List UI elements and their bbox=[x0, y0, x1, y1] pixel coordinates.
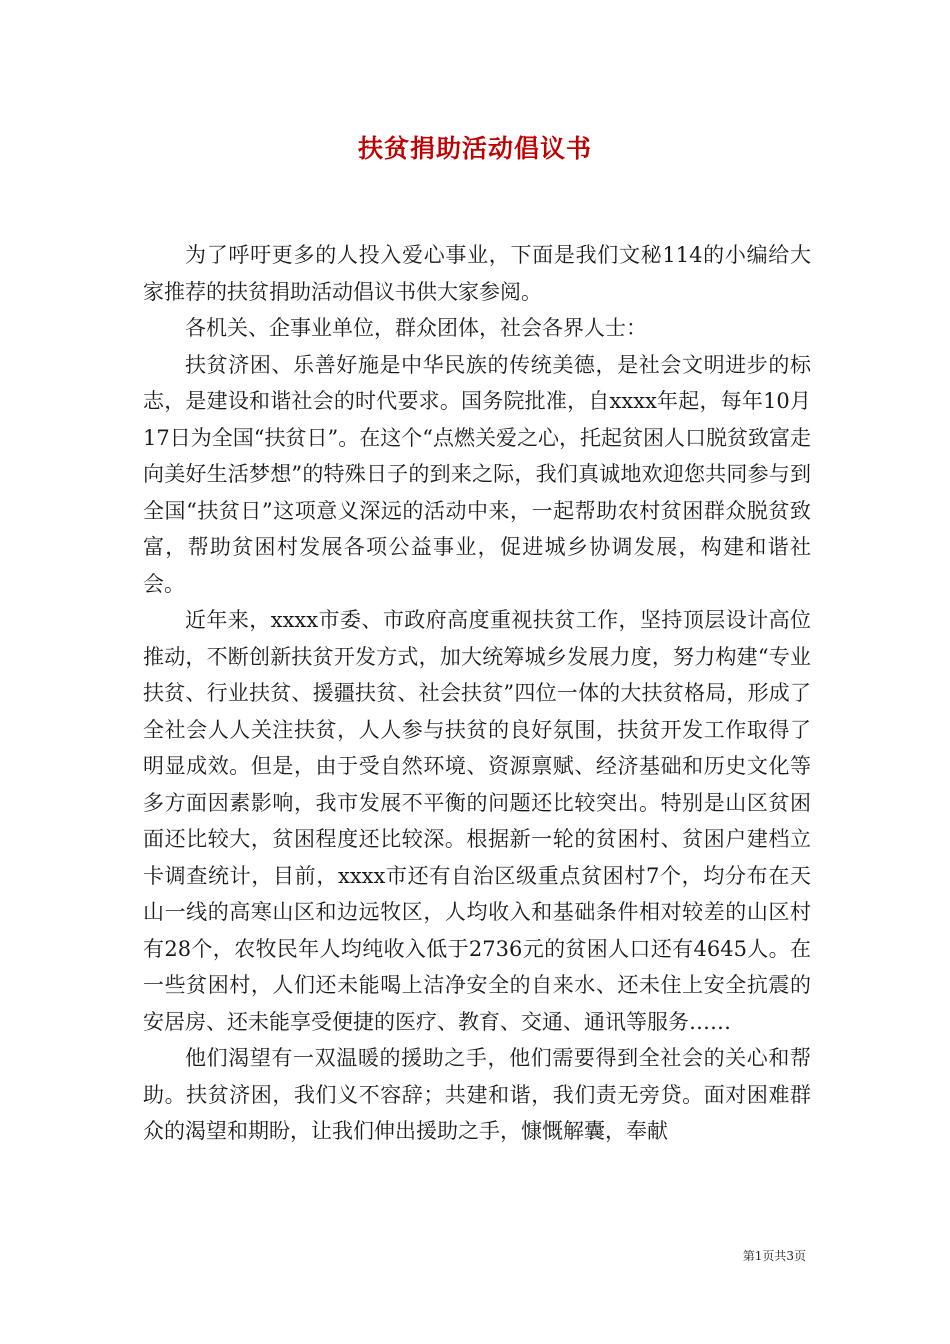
page-number-footer: 第1页共3页 bbox=[742, 1249, 806, 1263]
body-paragraph-3: 他们渴望有一双温暖的援助之手，他们需要得到全社会的关心和帮助。扶贫济困，我们义不容辞；共建和谐，我们责无旁贷。面对困难群众的渴望和期盼，让我们伸出援助之手，慷慨解囊，奉献 bbox=[143, 1046, 811, 1143]
body-paragraph-2: 近年来，xxxx市委、市政府高度重视扶贫工作，坚持顶层设计高位推动，不断创新扶贫开发方式，加大统筹城乡发展力度，努力构建“专业扶贫、行业扶贫、援疆扶贫、社会扶贫”四位一体的大扶贫格局，形成了全社会人人关注扶贫，人人参与扶贫的良好氛围，扶贫开发工作取得了明显成效。但是，由于受自然环境、资源禀赋、经济基础和历史文化等多方面因素影响，我市发展不平衡的问题还比较突出。特别是山区贫困面还比较大，贫困程度还比较深。根据新一轮的贫困村、贫困户建档立卡调查统计，目前，xxxx市还有自治区级重点贫困村7个，均分布在天山一线的高寒山区和边远牧区，人均收入和基础条件相对较差的山区村有28个，农牧民年人均纯收入低于2736元的贫困人口还有4645人。在一些贫困村，人们还未能喝上洁净安全的自来水、还未住上安全抗震的安居房、还未能享受便捷的医疗、教育、交通、通讯等服务…… bbox=[143, 608, 811, 1034]
document-body bbox=[143, 237, 811, 1150]
intro-paragraph: 为了呼吁更多的人投入爱心事业，下面是我们文秘114的小编给大家推荐的扶贫捐助活动倡议书供大家参阅。 bbox=[143, 243, 811, 304]
salutation-paragraph: 各机关、企事业单位，群众团体，社会各界人士： bbox=[185, 316, 647, 340]
document-title: 扶贫捐助活动倡议书 bbox=[357, 134, 592, 163]
body-paragraph-1: 扶贫济困、乐善好施是中华民族的传统美德，是社会文明进步的标志，是建设和谐社会的时代要求。国务院批准，自xxxx年起，每年10月17日为全国“扶贫日”。在这个“点燃关爱之心，托起贫困人口脱贫致富走向美好生活梦想”的特殊日子的到来之际，我们真诚地欢迎您共同参与到全国“扶贫日”这项意义深远的活动中来，一起帮助农村贫困群众脱贫致富，帮助贫困村发展各项公益事业，促进城乡协调发展，构建和谐社会。 bbox=[143, 352, 811, 596]
